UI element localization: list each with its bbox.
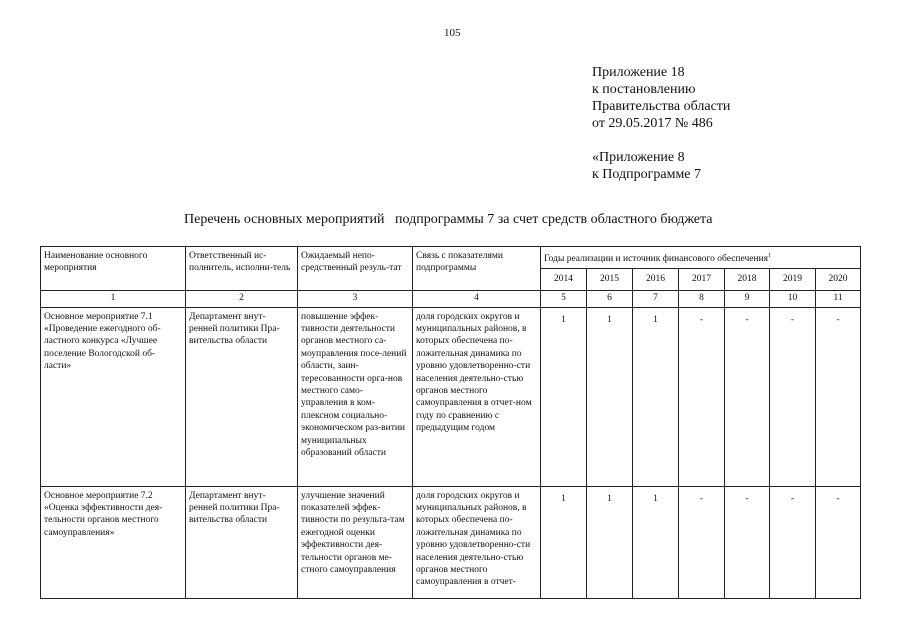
year-value: - [816,307,861,486]
column-number: 10 [770,290,816,307]
year-value: - [770,486,816,598]
column-number: 9 [725,290,770,307]
column-number: 8 [679,290,725,307]
appendix-line: Правительства области [592,99,731,114]
activity-executor: Департамент внут-ренней политики Пра-вительства области [186,486,298,598]
appendix-line: от 29.05.2017 № 486 [592,116,713,131]
column-number: 2 [186,290,298,307]
sub-appendix-line: к Подпрограмме 7 [592,167,702,182]
year-value: - [725,307,770,486]
appendix-line: к постановлению [592,82,696,97]
table-row [41,307,861,486]
header-name: Наименование основного мероприятия [41,247,186,291]
column-number: 1 [41,290,186,307]
column-number: 11 [816,290,861,307]
header-year: 2017 [679,268,725,290]
header-year: 2015 [587,268,633,290]
column-number: 5 [541,290,587,307]
activity-result: повышение эффек-тивности деятельности органов местного са-моуправления посе-лений области, заин-тересованности орга-нов местного само-управления в ком-плексном социально-экономическом раз-витии муниципальных образований области [298,307,413,486]
appendix-line: Приложение 18 [592,65,685,80]
activity-name: Основное мероприятие 7.2 «Оценка эффективности дея-тельности органов местного самоуправления» [41,486,186,598]
header-years-group [541,247,861,269]
header-year: 2016 [633,268,679,290]
header-year: 2014 [541,268,587,290]
spacer [592,132,730,149]
year-value: - [725,486,770,598]
header-indicators: Связь с показателями подпрограммы [413,247,541,291]
activities-table [40,246,861,599]
column-number: 7 [633,290,679,307]
column-number-row [41,290,861,307]
table-row [41,486,861,598]
header-year: 2019 [770,268,816,290]
year-value: - [679,486,725,598]
year-value: 1 [587,486,633,598]
activity-name: Основное мероприятие 7.1 «Проведение ежегодного об-ластного конкурса «Лучшее поселение Вологодской об-ласти» [41,307,186,486]
appendix-block [592,64,730,183]
header-years-text: Годы реализации и источник финансового обеспечения [544,254,769,265]
document-title: Перечень основных мероприятий подпрограммы 7 за счет средств областного бюджета [184,212,713,227]
activity-result: улучшение значений показателей эффек-тивности по результа-там ежегодной оценки эффективности дея-тельности органов ме-стного самоуправления [298,486,413,598]
year-value: - [770,307,816,486]
header-year: 2018 [725,268,770,290]
activity-executor: Департамент внут-ренней политики Пра-вительства области [186,307,298,486]
sub-appendix-line: «Приложение 8 [592,150,685,165]
column-number: 3 [298,290,413,307]
header-result: Ожидаемый непо-средственный резуль-тат [298,247,413,291]
activity-indicators: доля городских округов и муниципальных районов, в которых обеспечена по-ложительная динамика по уровню удовлетвореннo-сти населения деятельно-стью органов местного самоуправления в отчет- [413,486,541,598]
page-number: 105 [444,27,461,39]
year-value: 1 [541,486,587,598]
activity-indicators: доля городских округов и муниципальных районов, в которых обеспечена по-ложительная динамика по уровню удовлетвореннo-сти населения деятельно-стью органов местного самоуправления в отчет-ном году по сравнению с предыдущим годом [413,307,541,486]
year-value: 1 [633,307,679,486]
year-value: - [816,486,861,598]
column-number: 4 [413,290,541,307]
footnote-marker: 1 [768,253,772,259]
year-value: 1 [541,307,587,486]
year-value: - [679,307,725,486]
header-year: 2020 [816,268,861,290]
column-number: 6 [587,290,633,307]
header-executor: Ответственный ис-полнитель, исполни-тель [186,247,298,291]
year-value: 1 [633,486,679,598]
year-value: 1 [587,307,633,486]
